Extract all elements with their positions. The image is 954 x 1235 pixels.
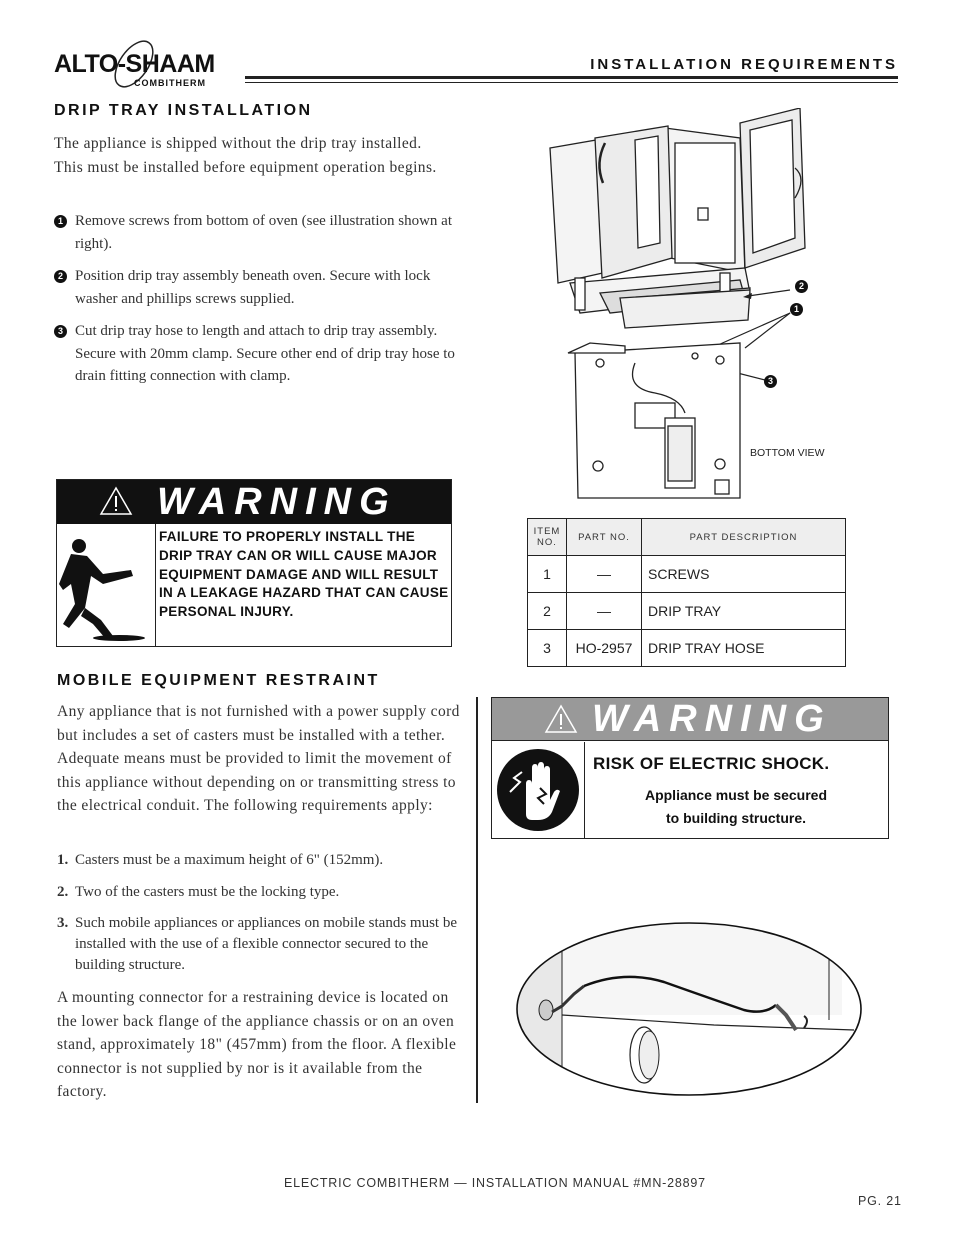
brand-subtitle: COMBITHERM: [134, 78, 206, 88]
table-row: [528, 593, 846, 630]
callout-2-badge: 2: [795, 280, 808, 293]
mobile-restraint-closing: A mounting connector for a restraining device is located on the lower back flange of the appliance chassis or on an oven stand, approximately 18" (457mm) from the floor. A flexible connector is not supplied by nor is it available from the factory.: [57, 989, 457, 1100]
mobile-restraint-intro: Any appliance that is not furnished with a power supply cord but includes a set of casters must be installed with a tether. Adequate means must be provided to limit the movement of this appliance without depending on or transmitting stress to the electrical conduit. The following requirements apply:: [57, 703, 460, 814]
drip-step: [54, 265, 464, 310]
cell-desc: DRIP TRAY: [642, 593, 846, 630]
step-number-badge: 1: [54, 215, 67, 228]
requirement-item: [57, 882, 457, 903]
section-title: INSTALLATION REQUIREMENTS: [590, 56, 898, 73]
cell-item: 2: [528, 593, 567, 630]
requirement-text: Such mobile appliances or appliances on mobile stands must be installed with the use of a flexible connector secured to the building structure.: [75, 915, 458, 973]
requirement-text: Two of the casters must be the locking type.: [75, 884, 340, 900]
drip-step: [54, 210, 464, 255]
header-rule-thin: [245, 82, 898, 83]
cell-part: HO-2957: [567, 630, 642, 667]
cell-part: —: [567, 556, 642, 593]
slip-hazard-icon: [57, 524, 156, 646]
shock-message: [584, 784, 888, 830]
warning-drip-tray-box: [56, 479, 452, 647]
col-header-description: PART DESCRIPTION: [642, 519, 846, 556]
footer-page-number: PG. 21: [858, 1194, 902, 1208]
col-header-part-no: PART NO.: [567, 519, 642, 556]
table-header-row: [528, 519, 846, 556]
drip-tray-intro: The appliance is shipped without the drip tray installed. This must be installed before equipment operation begins.: [54, 135, 437, 176]
drip-step-text: Cut drip tray hose to length and attach to drip tray assembly. Secure with 20mm clamp. Secure other end of drip tray hose to drain fitting connection with clamp.: [75, 323, 455, 384]
cell-item: 1: [528, 556, 567, 593]
step-number-badge: 3: [54, 325, 67, 338]
table-row: [528, 556, 846, 593]
requirement-number: 2.: [57, 884, 69, 900]
drip-step: [54, 320, 464, 388]
shock-message-line: Appliance must be secured: [644, 787, 828, 803]
tether-illustration: [514, 920, 864, 1098]
cell-desc: DRIP TRAY HOSE: [642, 630, 846, 667]
warning-electric-shock-box: [491, 697, 889, 839]
shock-message-line: to building structure.: [666, 810, 806, 826]
drip-tray-heading: DRIP TRAY INSTALLATION: [54, 102, 313, 119]
warning-word: WARNING: [592, 698, 832, 740]
warning-triangle-icon: [544, 704, 578, 734]
drip-step-text: Remove screws from bottom of oven (see illustration shown at right).: [75, 213, 453, 252]
cell-part: —: [567, 593, 642, 630]
warning-word: WARNING: [157, 481, 397, 523]
column-divider: [476, 697, 478, 1103]
shock-headline: RISK OF ELECTRIC SHOCK.: [593, 754, 830, 773]
callout-3-badge: 3: [764, 375, 777, 388]
callout-1-badge: 1: [790, 303, 803, 316]
parts-table: [527, 518, 846, 667]
bottom-view-label: BOTTOM VIEW: [750, 447, 825, 459]
cell-desc: SCREWS: [642, 556, 846, 593]
brand-logo: [52, 34, 242, 94]
drip-step-text: Position drip tray assembly beneath oven. Secure with lock washer and phillips screws supplied.: [75, 268, 431, 307]
cell-item: 3: [528, 630, 567, 667]
warning-triangle-icon: [99, 486, 133, 516]
footer-manual: ELECTRIC COMBITHERM — INSTALLATION MANUAL #MN-28897: [284, 1176, 706, 1190]
requirement-number: 3.: [57, 915, 69, 931]
warning-header: [57, 480, 451, 524]
requirement-number: 1.: [57, 852, 69, 868]
table-row: [528, 630, 846, 667]
col-header-item-no: ITEM NO.: [528, 519, 567, 556]
electric-shock-hand-icon: [492, 742, 585, 838]
warning-drip-tray-message: FAILURE TO PROPERLY INSTALL THE DRIP TRAY CAN OR WILL CAUSE MAJOR EQUIPMENT DAMAGE AND WILL RESULT IN A LEAKAGE HAZARD THAT CAN CAUSE PERSONAL INJURY.: [159, 529, 449, 620]
requirement-item: [57, 913, 457, 976]
warning-header: [492, 698, 888, 741]
requirement-text: Casters must be a maximum height of 6" (152mm).: [75, 852, 384, 868]
brand-name: ALTO-SHAAM: [54, 50, 215, 78]
step-number-badge: 2: [54, 270, 67, 283]
header-rule: [245, 76, 898, 79]
requirement-item: [57, 850, 457, 871]
mobile-restraint-heading: MOBILE EQUIPMENT RESTRAINT: [57, 672, 380, 689]
